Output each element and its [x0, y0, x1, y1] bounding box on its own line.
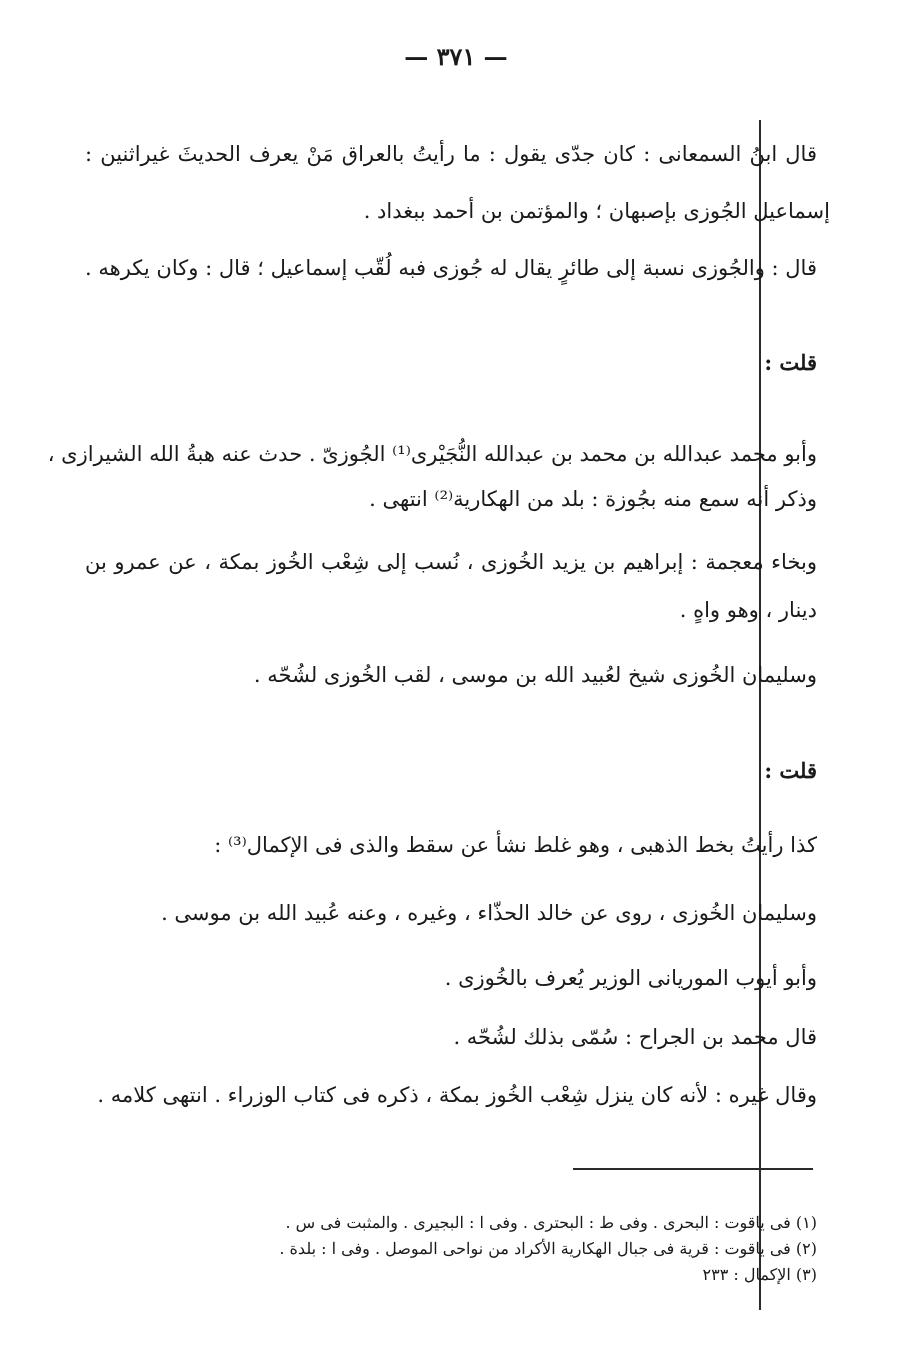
- text-line-11: كذا رأيتُ بخط الذهبى ، وهو غلط نشأ عن سقط والذى فى الإكمال⁽³⁾ :: [214, 833, 817, 857]
- footnote-2: (٢) فى ياقوت : قرية فى جبال الهكارية الأكراد من نواحى الموصل . وفى ا : بلدة .: [279, 1239, 817, 1258]
- text-line-5: وأبو محمد عبدالله بن محمد بن عبدالله النُّجَيْرى⁽¹⁾ الجُوزىّ . حدث عنه هبةُ الله الشيرازى ،: [47, 442, 817, 466]
- footnote-3: (٣) الإكمال : ٢٣٣: [702, 1265, 817, 1284]
- section-heading-2: قلت :: [764, 758, 817, 783]
- text-line-6: وذكر أنه سمع منه بجُوزة : بلد من الهكارية⁽²⁾ انتهى .: [369, 487, 817, 511]
- text-line-15: وقال غيره : لأنه كان ينزل شِعْب الخُوز بمكة ، ذكره فى كتاب الوزراء . انتهى كلامه .: [97, 1083, 817, 1107]
- text-line-14: قال محمد بن الجراح : سُمّى بذلك لشُحّه .: [453, 1025, 817, 1049]
- text-line-13: وأبو أيوب الموريانى الوزير يُعرف بالخُوزى .: [444, 966, 817, 990]
- text-line-8: دينار ، وهو واهٍ .: [679, 598, 817, 622]
- text-line-7: وبخاء معجمة : إبراهيم بن يزيد الخُوزى ، نُسب إلى شِعْب الخُوز بمكة ، عن عمرو بن: [85, 550, 817, 574]
- text-line-1: قال ابنُ السمعانى : كان جدّى يقول : ما رأيتُ بالعراق مَنْ يعرف الحديثَ غيراثنين :: [85, 142, 817, 166]
- footnote-1: (١) فى ياقوت : البحرى . وفى ط : البحترى . وفى ا : البجيرى . والمثبت فى س .: [285, 1213, 817, 1232]
- section-heading-1: قلت :: [764, 350, 817, 375]
- text-line-9: وسليمان الخُوزى شيخ لعُبيد الله بن موسى ، لقب الخُوزى لشُحّه .: [253, 663, 817, 687]
- text-line-2: إسماعيل الجُوزى بإصبهان ؛ والمؤتمن بن أحمد ببغداد .: [363, 199, 830, 223]
- footnote-rule: [573, 1168, 813, 1170]
- text-line-12: وسليمان الخُوزى ، روى عن خالد الحذّاء ، وغيره ، وعنه عُبيد الله بن موسى .: [161, 901, 817, 925]
- text-line-3: قال : والجُوزى نسبة إلى طائرٍ يقال له جُوزى فبه لُقّب إسماعيل ؛ قال : وكان يكرهه .: [85, 256, 817, 280]
- page-number: — ٣٧١ —: [404, 42, 508, 71]
- footnotes: [279, 1210, 817, 1288]
- binding-margin-line: [759, 120, 761, 1310]
